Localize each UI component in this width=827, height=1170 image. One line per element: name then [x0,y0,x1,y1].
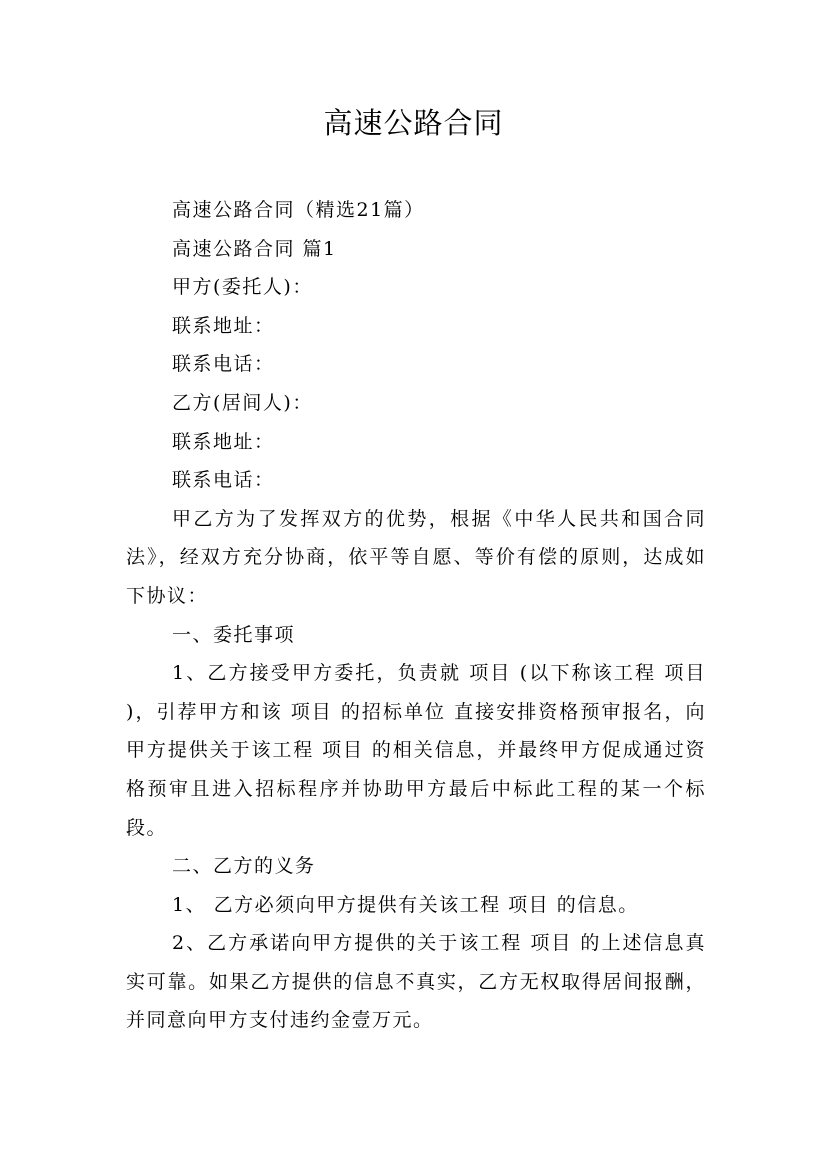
document-title: 高速公路合同 [323,106,504,140]
paragraph: 甲方(委托人)： [172,276,313,299]
paragraph: 2、乙方承诺向甲方提供的关于该工程 项目 的上述信息真实可靠。如果乙方提供的信息不真实，乙方无权取得居间报酬，并同意向甲方支付违约金壹万元。 [126,932,706,1032]
section-heading: 二、乙方的义务 [172,855,316,878]
paragraph: 1、 乙方必须向甲方提供有关该工程 项目 的信息。 [172,893,639,916]
paragraph: 联系电话： [172,353,275,376]
document-body [126,191,714,1040]
paragraph: 甲乙方为了发挥双方的优势，根据《中华人民共和国合同法》，经双方充分协商，依平等自愿、等价有偿的原则，达成如下协议： [126,507,706,607]
paragraph: 联系地址： [172,314,275,337]
paragraph: 高速公路合同 篇1 [172,237,337,260]
paragraph: 高速公路合同（精选21篇） [172,199,425,221]
paragraph: 联系地址： [172,430,275,453]
paragraph: 乙方(居间人)： [172,391,313,414]
section-heading: 一、委托事项 [172,623,296,646]
paragraph: 联系电话： [172,469,275,492]
paragraph: 1、乙方接受甲方委托，负责就 项目 (以下称该工程 项目 )，引荐甲方和该 项目 的招标单位 直接安排资格预审报名，向甲方提供关于该工程 项目 的相关信息，并最终甲方促成通过资格预审且进入招标程序并协助甲方最后中标此工程的某一个标段。 [126,662,714,839]
